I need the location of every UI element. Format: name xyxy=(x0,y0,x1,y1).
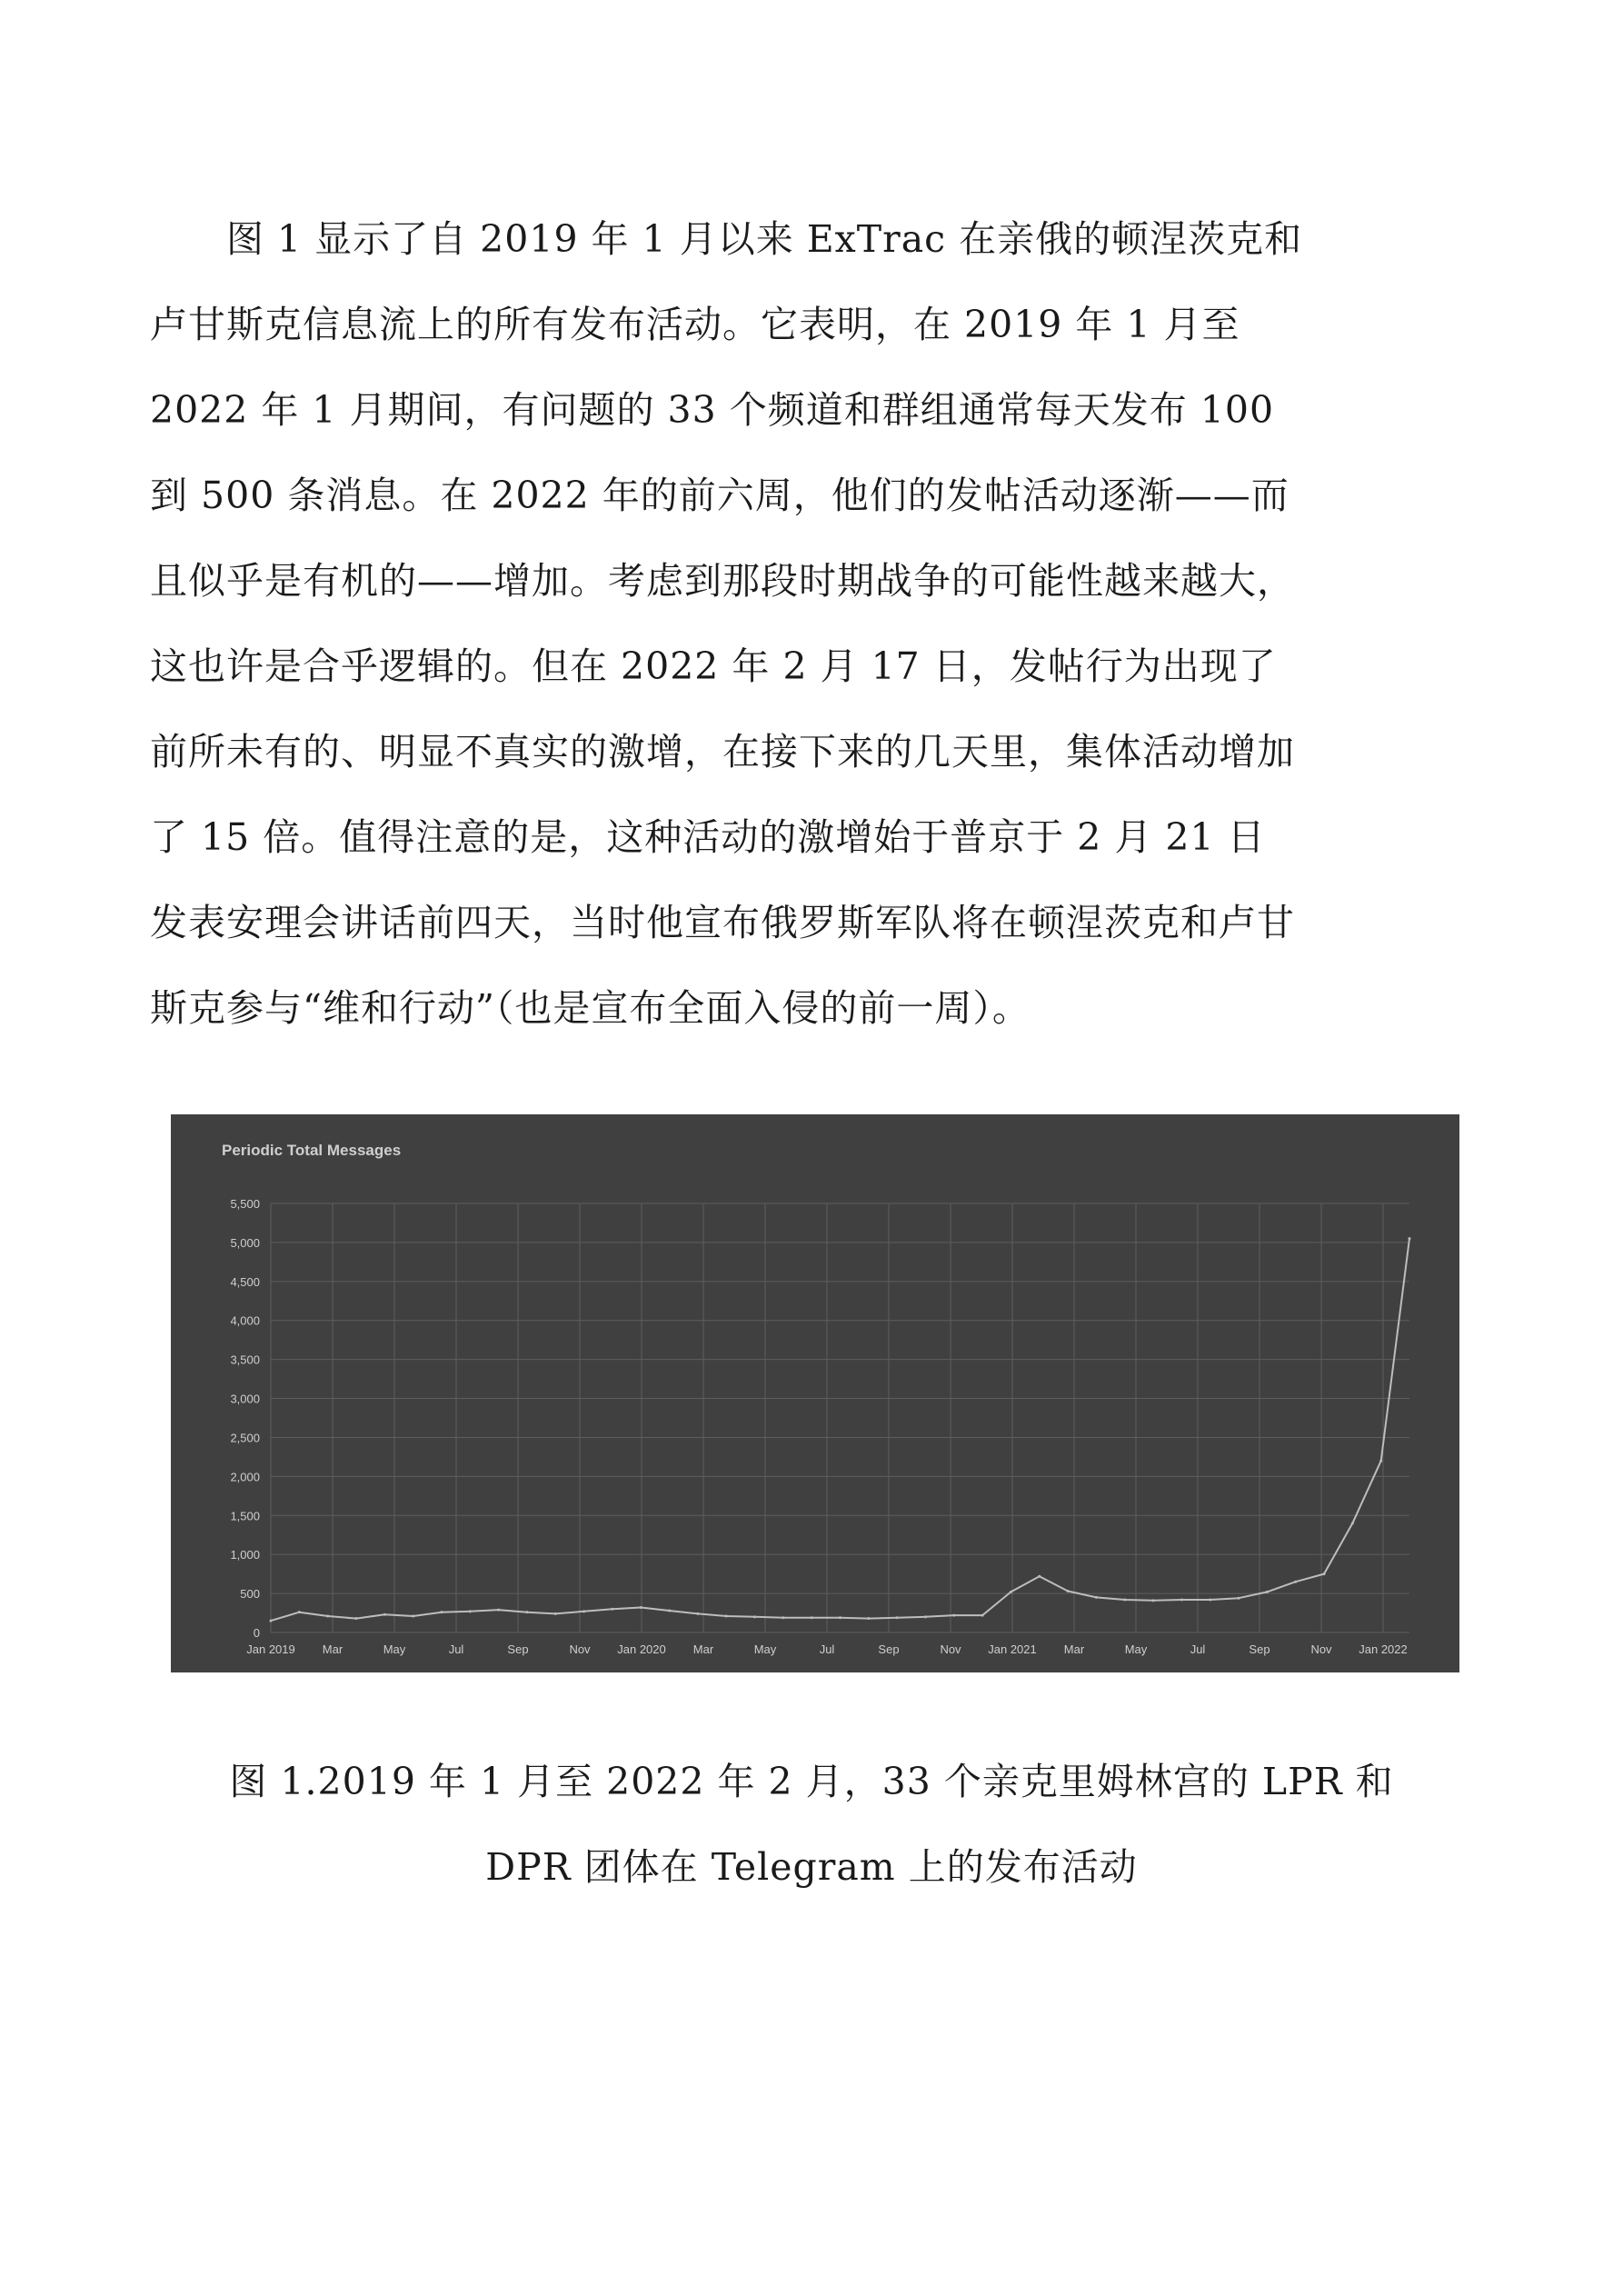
x-tick-label: Jul xyxy=(1190,1642,1206,1656)
x-tick-label: Sep xyxy=(1249,1642,1270,1656)
series-point xyxy=(1209,1598,1211,1601)
x-tick-label: Jul xyxy=(819,1642,835,1656)
series-point xyxy=(1152,1599,1155,1602)
series-point xyxy=(554,1612,557,1615)
series-point xyxy=(611,1608,613,1611)
y-tick-label: 4,000 xyxy=(230,1313,260,1328)
x-tick-label: Mar xyxy=(692,1642,714,1656)
series-point xyxy=(1266,1591,1269,1593)
series-point xyxy=(981,1614,984,1617)
series-point xyxy=(1038,1575,1041,1578)
series-point xyxy=(1067,1590,1070,1592)
x-tick-label: Nov xyxy=(569,1642,591,1656)
series-point xyxy=(839,1616,841,1619)
series-point xyxy=(668,1609,671,1612)
x-tick-label: Nov xyxy=(1310,1642,1332,1656)
paragraph-line: 了 15 倍。值得注意的是，这种活动的激增始于普京于 2 月 21 日 xyxy=(150,815,1266,859)
y-tick-label: 4,500 xyxy=(230,1274,260,1289)
series-point xyxy=(383,1613,386,1616)
series-point xyxy=(924,1615,927,1618)
paragraph-line: 卢甘斯克信息流上的所有发布活动。它表明，在 2019 年 1 月至 xyxy=(150,303,1240,346)
series-point xyxy=(1409,1237,1411,1240)
y-tick-label: 500 xyxy=(240,1587,260,1602)
paragraph-line: 前所未有的、明显不真实的激增，在接下来的几天里，集体活动增加 xyxy=(150,730,1295,774)
series-point xyxy=(469,1610,472,1612)
x-tick-label: May xyxy=(1124,1642,1148,1656)
series-point xyxy=(354,1617,357,1620)
y-tick-label: 2,500 xyxy=(230,1431,260,1445)
x-tick-label: May xyxy=(753,1642,777,1656)
series-point xyxy=(952,1614,955,1617)
series-point xyxy=(753,1615,756,1618)
series-point xyxy=(696,1612,699,1615)
series-point xyxy=(782,1616,784,1619)
x-tick-label: Jul xyxy=(448,1642,464,1656)
x-tick-label: Jan 2022 xyxy=(1359,1642,1408,1656)
series-point xyxy=(725,1614,728,1617)
x-tick-label: Jan 2020 xyxy=(617,1642,666,1656)
x-tick-label: Sep xyxy=(507,1642,529,1656)
x-tick-label: Sep xyxy=(878,1642,900,1656)
series-point xyxy=(1294,1581,1297,1583)
y-tick-label: 2,000 xyxy=(230,1470,260,1484)
series-point xyxy=(811,1616,813,1619)
y-tick-label: 1,500 xyxy=(230,1509,260,1523)
paragraph-line: 到 500 条消息。在 2022 年的前六周，他们的发帖活动逐渐——而 xyxy=(150,474,1289,517)
series-point xyxy=(326,1614,329,1617)
series-point xyxy=(896,1616,899,1619)
series-point xyxy=(867,1617,870,1620)
series-point xyxy=(1010,1591,1012,1593)
series-point xyxy=(440,1611,443,1613)
chart-title: Periodic Total Messages xyxy=(222,1142,402,1159)
series-point xyxy=(1238,1597,1240,1600)
y-tick-label: 3,000 xyxy=(230,1392,260,1406)
x-tick-label: Nov xyxy=(940,1642,961,1656)
y-tick-label: 5,500 xyxy=(230,1197,260,1211)
paragraph-line: 斯克参与“维和行动”（也是宣布全面入侵的前一周）。 xyxy=(150,986,1031,1030)
series-point xyxy=(640,1606,642,1609)
y-tick-label: 1,000 xyxy=(230,1548,260,1562)
y-tick-label: 0 xyxy=(253,1626,260,1640)
series-point xyxy=(412,1614,414,1617)
y-tick-label: 3,500 xyxy=(230,1353,260,1367)
figure-caption-line-2: DPR 团体在 Telegram 上的发布活动 xyxy=(485,1845,1138,1889)
paragraph-line: 图 1 显示了自 2019 年 1 月以来 ExTrac 在亲俄的顿涅茨克和 xyxy=(150,217,1303,261)
series-point xyxy=(1351,1522,1354,1524)
series-point xyxy=(1323,1572,1326,1575)
paragraph-line: 2022 年 1 月期间，有问题的 33 个频道和群组通常每天发布 100 xyxy=(150,388,1275,432)
paragraph-line: 这也许是合乎逻辑的。但在 2022 年 2 月 17 日，发帖行为出现了 xyxy=(150,644,1277,688)
series-point xyxy=(1095,1596,1098,1599)
series-point xyxy=(298,1611,301,1613)
x-tick-label: Mar xyxy=(1063,1642,1085,1656)
x-tick-label: Jan 2019 xyxy=(246,1642,295,1656)
x-tick-label: May xyxy=(383,1642,406,1656)
series-point xyxy=(525,1611,528,1613)
series-point xyxy=(582,1610,585,1612)
series-point xyxy=(1180,1598,1183,1601)
x-tick-label: Jan 2021 xyxy=(988,1642,1037,1656)
x-tick-label: Mar xyxy=(322,1642,344,1656)
chart-figure xyxy=(171,1114,1459,1672)
chart-svg xyxy=(171,1114,1459,1672)
paragraph-line: 发表安理会讲话前四天，当时他宣布俄罗斯军队将在顿涅茨克和卢甘 xyxy=(150,901,1295,944)
series-point xyxy=(270,1620,273,1622)
figure-caption-line-1: 图 1.2019 年 1 月至 2022 年 2 月，33 个亲克里姆林宫的 LPR 和 xyxy=(229,1760,1394,1803)
series-point xyxy=(1123,1598,1126,1601)
series-point xyxy=(1379,1460,1382,1462)
chart-background xyxy=(171,1114,1459,1672)
paragraph-line: 且似乎是有机的——增加。考虑到那段时期战争的可能性越来越大， xyxy=(150,559,1295,603)
series-point xyxy=(497,1609,500,1612)
y-tick-label: 5,000 xyxy=(230,1235,260,1250)
